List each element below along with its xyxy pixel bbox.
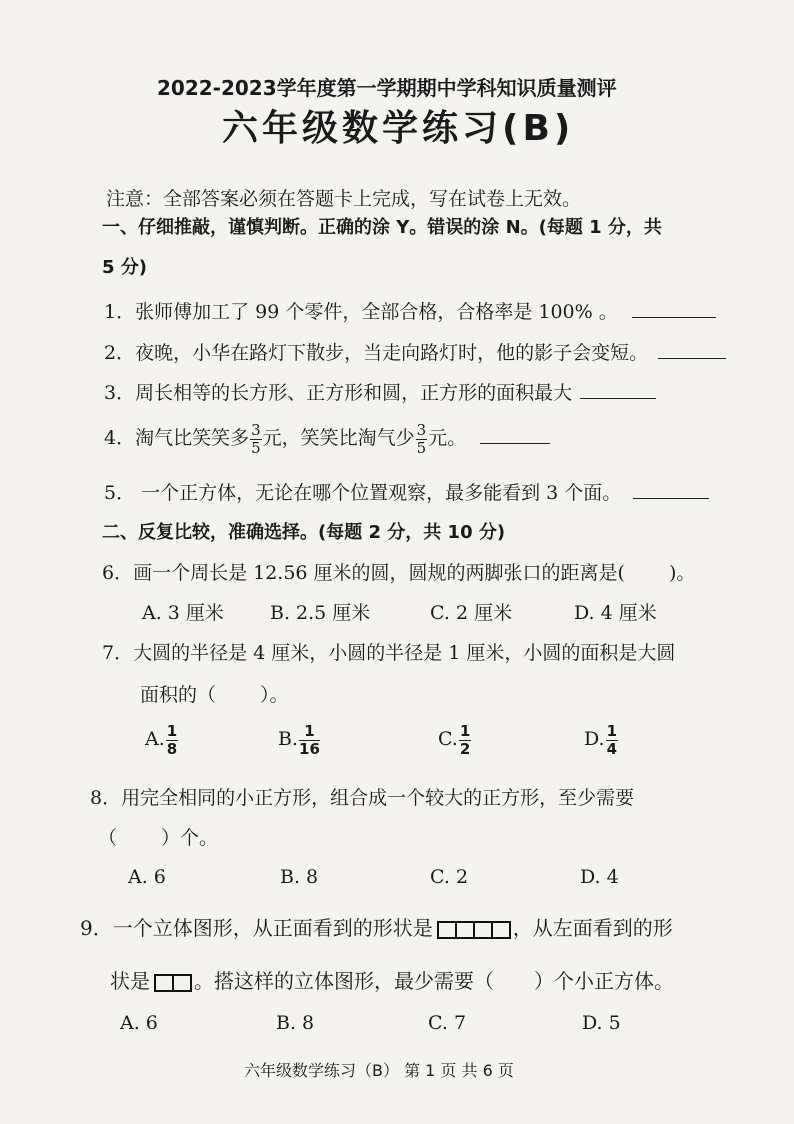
q7-option-b[interactable]: B. $\frac{1}{16}$ — [278, 721, 320, 758]
q7-option-c[interactable]: C. $\frac{1}{2}$ — [438, 721, 471, 758]
q7-option-a[interactable]: A. $\frac{1}{8}$ — [145, 721, 178, 758]
question-4-text-a: 4．淘气比笑笑多 — [104, 427, 250, 449]
question-9 — [80, 912, 673, 941]
page-title: 六年级数学练习(B) — [222, 108, 575, 149]
answer-blank-2[interactable] — [658, 340, 726, 359]
question-7: 7．大圆的半径是 4 厘米，小圆的半径是 1 厘米，小圆的面积是大圆 — [102, 642, 676, 664]
fraction-1-8: $\frac{1}{8}$ — [166, 721, 178, 758]
question-2-text: 2．夜晚，小华在路灯下散步，当走向路灯时，他的影子会变短。 — [104, 342, 649, 364]
question-9-text-c: 状是 — [110, 969, 150, 993]
question-4-text-b: 元，笑笑比淘气少 — [262, 427, 415, 449]
answer-blank-3[interactable] — [580, 380, 656, 399]
section2-heading: 二、反复比较，准确选择。(每题 2 分，共 10 分) — [102, 522, 506, 543]
answer-blank-1[interactable] — [632, 299, 716, 318]
q9-option-c[interactable]: C. 7 — [428, 1012, 467, 1034]
q8-option-d[interactable]: D. 4 — [580, 866, 619, 888]
q6-option-d[interactable]: D. 4 厘米 — [574, 602, 657, 624]
question-9-cont — [110, 965, 674, 994]
question-3 — [104, 378, 656, 405]
fraction-1-2: $\frac{1}{2}$ — [459, 721, 471, 758]
question-3-text: 3．周长相等的长方形、正方形和圆，正方形的面积最大 — [104, 382, 573, 404]
q9-option-a[interactable]: A. 6 — [120, 1012, 158, 1034]
question-4-text-c: 元。 — [428, 427, 467, 449]
question-8-cont: （ ）个。 — [98, 827, 219, 849]
q7-option-d[interactable]: D. $\frac{1}{4}$ — [584, 721, 618, 758]
section1-heading: 一、仔细推敲，谨慎判断。正确的涂 Y。错误的涂 N。(每题 1 分，共 — [102, 217, 662, 238]
question-5-text: 5． 一个正方体，无论在哪个位置观察，最多能看到 3 个面。 — [104, 482, 622, 504]
question-1 — [104, 297, 716, 324]
question-8: 8．用完全相同的小正方形，组合成一个较大的正方形，至少需要 — [90, 787, 635, 809]
fraction-3-5: $\frac{3}{5}$ — [251, 420, 261, 457]
question-9-text-b: ，从左面看到的形 — [512, 916, 673, 940]
question-4 — [104, 418, 550, 458]
fraction-3-5: $\frac{3}{5}$ — [416, 420, 427, 457]
q6-option-c[interactable]: C. 2 厘米 — [430, 602, 513, 624]
question-6: 6．画一个周长是 12.56 厘米的圆，圆规的两脚张口的距离是( )。 — [102, 562, 696, 584]
fraction-1-4: $\frac{1}{4}$ — [606, 721, 618, 758]
front-view-four-squares-icon — [437, 916, 509, 940]
section1-heading-cont: 5 分) — [102, 257, 148, 278]
q8-option-c[interactable]: C. 2 — [430, 866, 469, 888]
side-view-two-squares-icon — [154, 969, 190, 993]
answer-blank-5[interactable] — [633, 480, 709, 499]
q9-option-d[interactable]: D. 5 — [582, 1012, 621, 1034]
q6-option-a[interactable]: A. 3 厘米 — [142, 602, 224, 624]
question-9-text-d: 。搭这样的立体图形，最少需要（ ）个小正方体。 — [194, 969, 674, 993]
q6-option-b[interactable]: B. 2.5 厘米 — [270, 602, 371, 624]
exam-subtitle: 2022-2023学年度第一学期期中学科知识质量测评 — [157, 76, 617, 100]
question-5 — [104, 478, 709, 505]
question-7-cont: 面积的（ ）。 — [140, 684, 289, 706]
q9-option-b[interactable]: B. 8 — [276, 1012, 315, 1034]
fraction-1-16: $\frac{1}{16}$ — [299, 721, 320, 758]
q8-option-a[interactable]: A. 6 — [128, 866, 166, 888]
page-footer: 六年级数学练习（B） 第 1 页 共 6 页 — [244, 1061, 514, 1080]
answer-blank-4[interactable] — [480, 425, 550, 444]
question-1-text: 1．张师傅加工了 99 个零件，全部合格，合格率是 100% 。 — [104, 301, 618, 323]
notice-text: 注意：全部答案必须在答题卡上完成，写在试卷上无效。 — [106, 188, 582, 210]
question-9-text-a: 9．一个立体图形，从正面看到的形状是 — [80, 916, 433, 940]
question-2 — [104, 338, 726, 365]
q8-option-b[interactable]: B. 8 — [280, 866, 319, 888]
